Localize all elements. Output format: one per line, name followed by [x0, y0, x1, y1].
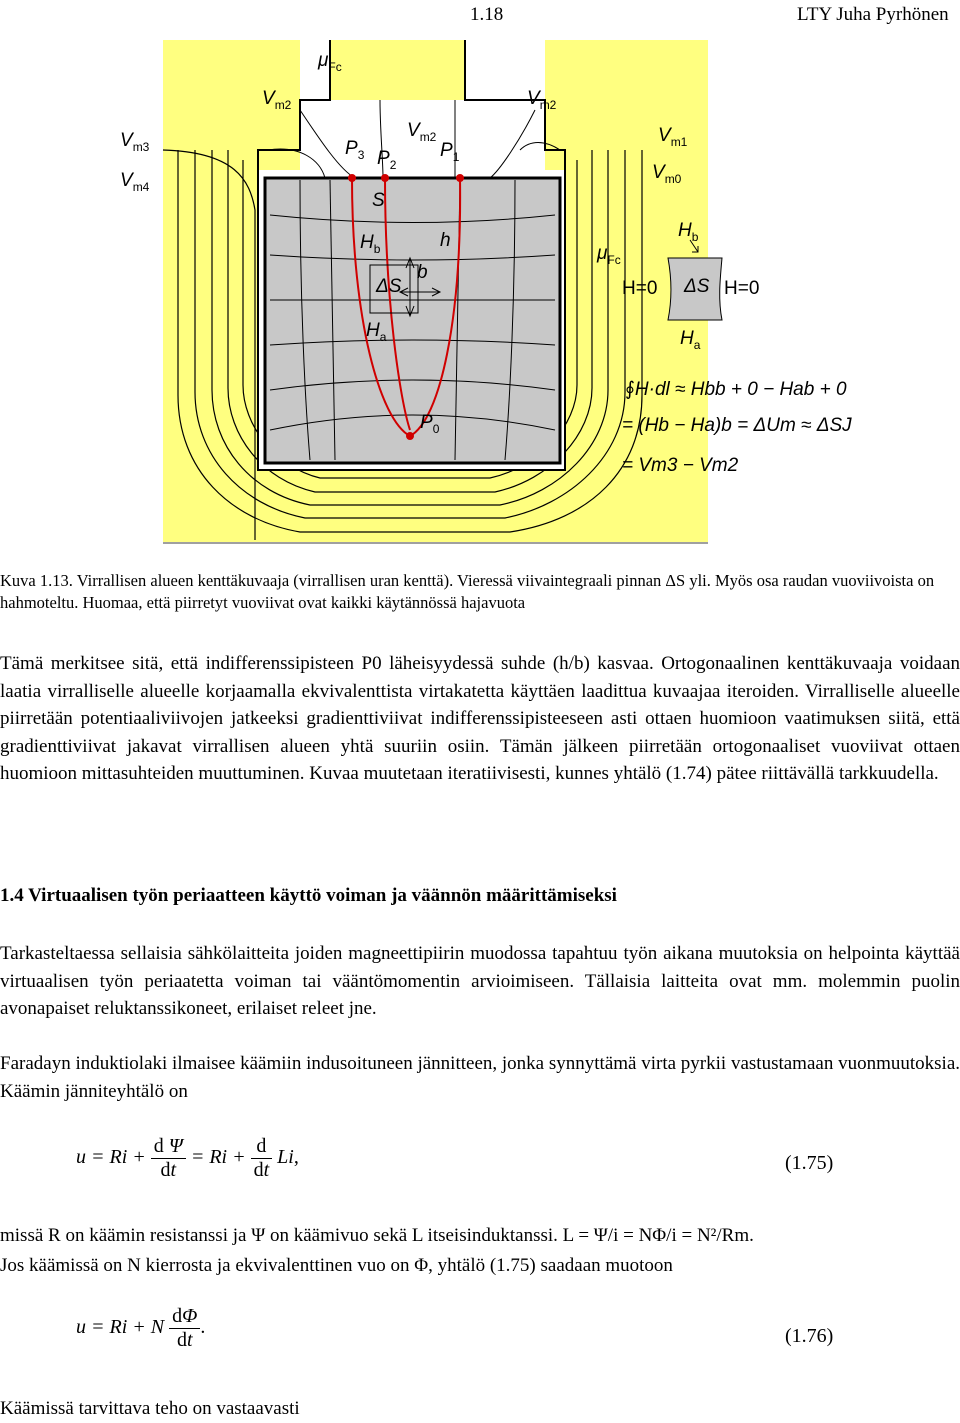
- label-vm2-right: [527, 88, 556, 112]
- label-hb-sub: b: [373, 241, 381, 256]
- inset-ha-sub: a: [693, 337, 701, 352]
- paragraph-4a: missä R on käämin resistanssi ja Ψ on käämivuo sekä L itseisinduktanssi. L = Ψ/i = NΦ/i = N²/Rm.: [0, 1225, 754, 1246]
- equation-number-1-75: (1.75): [785, 1152, 834, 1174]
- paragraph-4b: Jos käämissä on N kierrosta ja ekvivalenttinen vuo on Φ, yhtälö (1.75) saadaan muotoon: [0, 1255, 673, 1276]
- label-vm3-symbol: V: [120, 130, 133, 151]
- label-delta-s: ΔS: [376, 276, 402, 297]
- label-vm0-symbol: V: [652, 162, 665, 183]
- paragraph-3: Faradayn induktiolaki ilmaisee käämiin indusoituneen jännitteen, jonka synnyttämä virta pyrkii vastustamaan vuonmuutoksia. Käämin jänniteyhtälö on: [0, 1053, 960, 1102]
- label-vm2-center-sub: m2: [419, 129, 437, 144]
- label-b: b: [417, 262, 428, 283]
- label-vm1-sub: m1: [670, 134, 688, 149]
- label-vm2-right-sub: m2: [539, 97, 557, 112]
- inset-ha-symbol: H: [680, 328, 694, 349]
- label-p0-sub: 0: [432, 421, 440, 436]
- label-vm2-left-sub: m2: [274, 97, 292, 112]
- label-p2: [377, 148, 396, 172]
- equation-number-1-76: (1.76): [785, 1325, 834, 1347]
- label-p3: [345, 138, 364, 162]
- equation-1-75: u = Ri + $\frac{\text{d Ψ}}{dt}$ = Ri + $\frac{d}{dt}$ Li,: [76, 1135, 299, 1181]
- label-vm2-center: [407, 120, 436, 144]
- figure-caption: Kuva 1.13. Virrallisen alueen kenttäkuvaaja (virrallisen uran kenttä). Vieressä viivaintegraali pinnan ΔS yli. Myös osa raudan vuoviivoista on hahmoteltu. Huomaa, että piirretyt vuoviivat ovat kaikki käytännössä hajavuota: [0, 571, 935, 612]
- equation-line-2: = (Hb − Ha)b = ΔUm ≈ ΔSJ: [622, 415, 852, 436]
- paragraph-5: Käämissä tarvittava teho on vastaavasti: [0, 1398, 300, 1419]
- label-p1-symbol: P: [440, 140, 453, 161]
- paragraph-1: Tämä merkitsee sitä, että indifferenssipisteen P0 läheisyydessä suhde (h/b) kasvaa. Ortogonaalinen kenttäkuvaaja voidaan laatia virralliselle alueelle korjaamalla ekvivalenttista virtakatetta käyttäen laadittua kuvaajaa iteroiden. Virralliselle alueelle piirretään potentiaaliviivojen jatkeeksi gradienttiviivat indifferenssipisteeseen asti ottaen huomioon vaatimuksen siitä, että gradienttiviivat jakavat virrallisen alueen yhtä suuriin osiin. Tämän jälkeen piirretään ortogonaaliset vuoviivat ottaen huomioon mittasuhteiden muuttuminen. Kuvaa muutetaan iteratiivisesti, kunnes yhtälö (1.74) pätee riittävällä tarkkuudella.: [0, 653, 960, 785]
- inset-h-zero-right: H=0: [724, 278, 760, 299]
- label-vm0: [652, 162, 681, 186]
- label-h: h: [440, 230, 451, 251]
- frac-d-dt: $\frac{d}{dt}$: [251, 1135, 273, 1182]
- label-p3-symbol: P: [345, 138, 358, 159]
- inset-hb-symbol: H: [678, 220, 692, 241]
- label-p2-symbol: P: [377, 148, 390, 169]
- label-vm2-right-symbol: V: [527, 88, 540, 109]
- section-heading: 1.4 Virtuaalisen työn periaatteen käyttö voiman ja väännön määrittämiseksi: [0, 885, 617, 906]
- label-vm4-sub: m4: [132, 179, 150, 194]
- label-mu-fc: [318, 50, 342, 74]
- label-vm2-left: [262, 88, 291, 112]
- field-plot-drawing: [0, 0, 960, 560]
- inset-delta-s: ΔS: [684, 276, 710, 297]
- inset-ha: [680, 328, 700, 352]
- conductor-region: [265, 178, 560, 463]
- label-vm1: [658, 125, 687, 149]
- frac-dpsi-dt: $\frac{\text{d Ψ}}{dt}$: [151, 1135, 186, 1182]
- label-vm3: [120, 130, 149, 154]
- page-number: 1.18: [470, 4, 504, 25]
- equation-line-1: ∮H·dl ≈ Hbb + 0 − Hab + 0: [625, 379, 847, 400]
- paragraph-2: Tarkasteltaessa sellaisia sähkölaitteita joiden magneettipiirin muodossa tapahtuu työn aikana muutoksia on helpointa käyttää virtuaalisen työn periaatetta voiman tai vääntömomentin arvioimiseen. Tällaisia laitteita ovat mm. molemmin puolin avonapaiset reluktanssikoneet, erilaiset releet jne.: [0, 943, 960, 1020]
- label-vm3-sub: m3: [132, 139, 150, 154]
- label-vm2-center-symbol: V: [407, 120, 420, 141]
- field-plot-figure: [0, 0, 960, 560]
- label-p0: [420, 412, 439, 436]
- inset-mu-fc: [597, 243, 621, 267]
- header-author: LTY Juha Pyrhönen: [797, 4, 949, 25]
- label-s: S: [372, 190, 385, 211]
- label-hb: [360, 232, 380, 256]
- frac-dphi-dt: $\frac{d\Phi}{dt}$: [169, 1305, 200, 1352]
- label-p1-sub: 1: [452, 149, 460, 164]
- label-vm2-left-symbol: V: [262, 88, 275, 109]
- label-mu-fc-symbol: μ: [318, 50, 329, 71]
- label-p2-sub: 2: [389, 157, 397, 172]
- label-mu-fc-sub: Fc: [328, 59, 342, 74]
- label-ha-sub: a: [379, 329, 387, 344]
- inset-hb: [678, 220, 698, 244]
- label-p0-symbol: P: [420, 412, 433, 433]
- inset-h-zero-left: H=0: [622, 278, 658, 299]
- inset-mu-fc-sub: Fc: [607, 252, 621, 267]
- label-vm4-symbol: V: [120, 170, 133, 191]
- label-vm1-symbol: V: [658, 125, 671, 146]
- equation-1-76: u = Ri + N $\frac{d\Phi}{dt}$ .: [76, 1305, 206, 1351]
- label-ha-symbol: H: [366, 320, 380, 341]
- label-ha: [366, 320, 386, 344]
- label-vm0-sub: m0: [664, 171, 682, 186]
- label-hb-symbol: H: [360, 232, 374, 253]
- inset-mu-fc-symbol: μ: [597, 243, 608, 264]
- label-vm4: [120, 170, 149, 194]
- equation-line-3: = Vm3 − Vm2: [622, 455, 739, 476]
- label-p1: [440, 140, 459, 164]
- inset-hb-sub: b: [691, 229, 699, 244]
- label-p3-sub: 3: [357, 147, 365, 162]
